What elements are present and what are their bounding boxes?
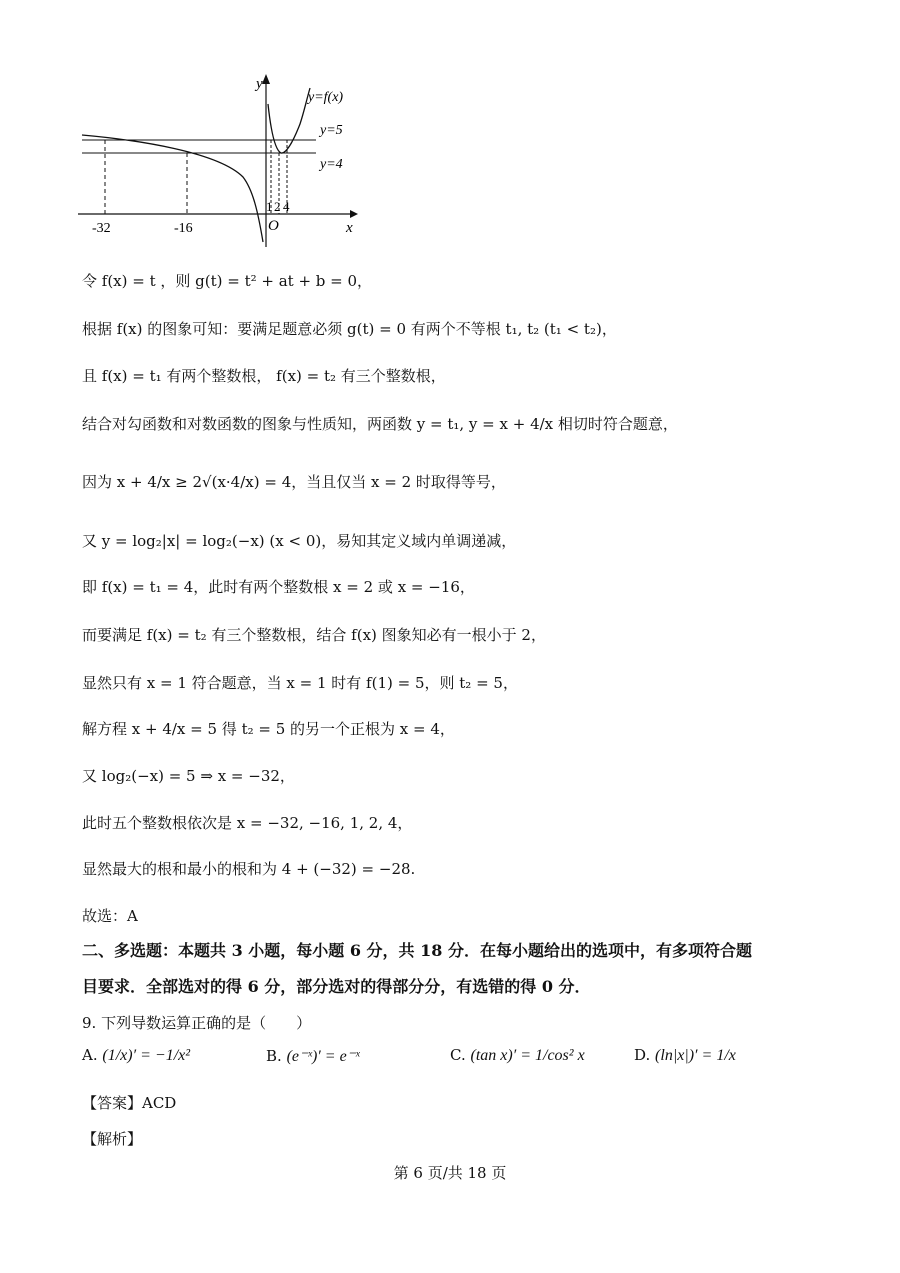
option-expr: (tan x)′ = 1/cos² x: [470, 1047, 585, 1064]
solution-line: 而要满足 f(x) = t₂ 有三个整数根，结合 f(x) 图象知必有一根小于 2，: [82, 626, 546, 644]
option-label: A.: [82, 1046, 98, 1064]
solution-line: 结合对勾函数和对数函数的图象与性质知，两函数 y = t₁, y = x + 4/x 相切时符合题意，: [82, 415, 678, 433]
analysis-heading: 【解析】: [82, 1130, 143, 1148]
origin-label: O: [268, 218, 279, 234]
option-expr: (1/x)′ = −1/x²: [102, 1047, 191, 1064]
solution-line: 因为 x + 4/x ≥ 2√(x·4/x) = 4，当且仅当 x = 2 时取得等号，: [82, 473, 506, 491]
line4-label: y=4: [320, 157, 343, 172]
y-axis-arrow: [262, 74, 270, 84]
tick-label: 1: [266, 199, 273, 214]
tick-label: -32: [92, 221, 111, 236]
solution-line: 且 f(x) = t₁ 有两个整数根， f(x) = t₂ 有三个整数根，: [82, 367, 446, 385]
option-a: [82, 1046, 190, 1065]
section-heading: 目要求．全部选对的得 6 分，部分选对的得部分分，有选错的得 0 分．: [82, 977, 591, 996]
tick-label: 4: [283, 199, 290, 214]
tick-label: 2: [274, 199, 281, 214]
section-heading: 二、多选题：本题共 3 小题，每小题 6 分，共 18 分．在每小题给出的选项中，有多项符合题: [82, 941, 752, 960]
option-expr: (e⁻ˣ)′ = e⁻ˣ: [286, 1048, 360, 1065]
solution-line: 解方程 x + 4/x = 5 得 t₂ = 5 的另一个正根为 x = 4，: [82, 720, 455, 738]
question-stem: 9. 下列导数运算正确的是（ ）: [82, 1014, 312, 1032]
option-label: C.: [450, 1046, 466, 1064]
line5-label: y=5: [320, 123, 343, 138]
solution-line: 此时五个整数根依次是 x = −32, −16, 1, 2, 4，: [82, 814, 413, 832]
option-label: B.: [266, 1047, 282, 1065]
option-expr: (ln|x|)′ = 1/x: [655, 1047, 736, 1064]
solution-line: 又 y = log₂|x| = log₂(−x) (x < 0)，易知其定义域内单调递减，: [82, 532, 517, 550]
answer: 【答案】ACD: [82, 1094, 177, 1112]
solution-line: 显然只有 x = 1 符合题意，当 x = 1 时有 f(1) = 5，则 t₂ = 5，: [82, 674, 518, 692]
curve-label: y=f(x): [308, 90, 344, 105]
page-footer: 第 6 页/共 18 页: [393, 1164, 507, 1182]
option-b: [266, 1046, 360, 1066]
x-axis-label: x: [346, 220, 353, 236]
solution-line: 令 f(x) = t ，则 g(t) = t² + at + b = 0，: [82, 272, 373, 290]
solution-line: 即 f(x) = t₁ = 4，此时有两个整数根 x = 2 或 x = −16，: [82, 578, 475, 596]
solution-line: 根据 f(x) 的图象可知：要满足题意必须 g(t) = 0 有两个不等根 t₁, t₂ (t₁ < t₂)，: [82, 320, 617, 338]
option-c: [450, 1046, 585, 1065]
function-graph: [78, 72, 378, 257]
x-axis-arrow: [350, 210, 358, 218]
option-label: D.: [634, 1046, 651, 1064]
option-d: [634, 1046, 736, 1065]
tick-label: -16: [174, 221, 193, 236]
check-curve: [268, 88, 310, 153]
solution-line: 又 log₂(−x) = 5 ⇒ x = −32，: [82, 767, 295, 785]
y-axis-label: y: [256, 76, 263, 92]
choice-line: 故选：A: [82, 907, 138, 925]
solution-line: 显然最大的根和最小的根和为 4 + (−32) = −28.: [82, 860, 416, 878]
